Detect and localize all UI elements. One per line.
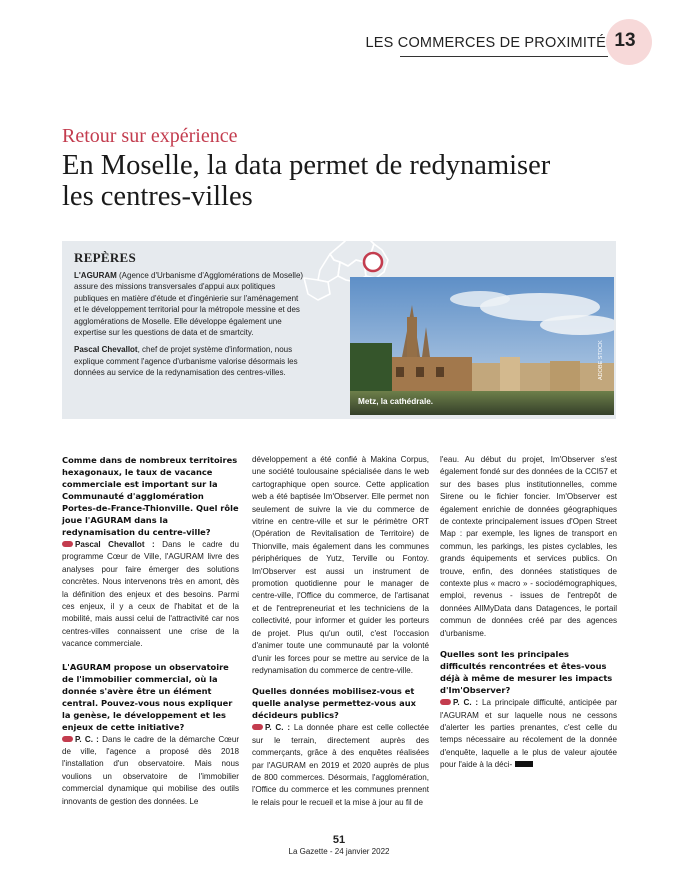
photo-credit: ADOBE STOCK xyxy=(598,340,604,380)
question-4: Quelles sont les principales difficultés rencontrées et êtes-vous déjà à même de mesurer les impacts d'Im'Observer? xyxy=(440,649,613,696)
answer-2-part-2: développement a été confié à Makina Corpus, une société toulousaine spécialisée dans le web cartographique open source. Cette application web a été baptisée Im'Observer. Elle permet non seulement de suivre la vie du commerce de vitrine en centre-ville et sur le périmètre ORT (Opération de Revitalisation de Territoire) de Thionville, mais également dans les communes périphériques de Yutz, Terville ou Fontoy. Im'Observer est aussi un instrument de promotion quotidienne pour le manager de centre-ville, l'Office du commerce, de l'artisanat et de l'entrepreneuriat et les techniciens de la collectivité, pour informer et guider les porteurs de projet. Plus qu'un outil, c'est l'occasion d'animer toute une communauté par la volonté d'unir les forces pour se mettre au service de la redynamisation du commerce de centre-ville. xyxy=(252,455,429,675)
reperes-paragraph-1 xyxy=(74,270,306,338)
article-column-2 xyxy=(252,454,429,809)
reperes-lead-2: Pascal Chevallot xyxy=(74,345,138,355)
speaker-marker xyxy=(440,699,451,705)
speaker-marker xyxy=(62,736,73,742)
answer-3-speaker: P. C. : xyxy=(265,723,291,733)
answer-4 xyxy=(440,697,617,771)
reperes-title: REPÈRES xyxy=(74,250,137,265)
answer-1 xyxy=(62,539,239,651)
moselle-location-marker xyxy=(364,253,382,271)
answer-1-text: Dans le cadre du programme Cœur de Ville, l'AGURAM livre des analyses pour faire émerger des solutions concrètes. Nous intervenons très en amont, dès la définition des enjeux et des besoins. Parmi ces enjeux, il y a ceux de l'habitat et de la mobilité, mais aussi celui de l'attractivité car nos centres-villes connaissent une crise de la vacance commerciale. xyxy=(62,540,239,649)
answer-3-part-2: l'eau. Au début du projet, Im'Observer s'est également fondé sur des données de la CCI57 et sur des bases plus institutionnelles, comme Sirene ou le fichier foncier. Im'Observer est également enrichie de données géographiques de contexte principalement issues d'Open Street Map : par exemple, les lignes de transport en commun, les parkings, les pistes cyclables, les grands équipements et services publics. On trouve, enfin, des données statistiques de contexte plus « macro » - sociodémographiques, emploi, revenus - issues de l'entrepôt de données AllMyData dans Datagences, le portail commun de données créé par des agences d'urbanisme. xyxy=(440,455,617,638)
photo-caption: Metz, la cathédrale. xyxy=(358,397,434,406)
answer-2-part-1 xyxy=(62,734,239,808)
reperes-body-1: (Agence d'Urbanisme d'Agglomérations de Moselle) assure des missions transversales d'appui aux politiques publiques en matière d'étude et d'ingénierie sur l'aménagement et le développement territorial pour la métropole messine et des agglomérations de Moselle. Elle développe également une expertise sur les questions de data et de smartcity. xyxy=(74,271,304,338)
answer-2-text: Dans le cadre de la démarche Cœur de ville, l'agence a proposé dès 2018 l'installation d'un observatoire. Mais nous voulions un observatoire de l'immobilier commercial dynamique qui mobilise des outils innovants de gestion des données. Le xyxy=(62,734,240,806)
question-1: Comme dans de nombreux territoires hexagonaux, le taux de vacance commerciale est important sur la Communauté d'agglomération Portes-de-France-Thionville. Quel rôle joue l'AGURAM dans la redynamisation du centre-ville? xyxy=(62,455,239,537)
question-3: Quelles données mobilisez-vous et quelle analyse permettez-vous aux décideurs publics? xyxy=(252,686,416,721)
speaker-marker xyxy=(252,724,263,730)
answer-2-speaker: P. C. : xyxy=(75,734,99,744)
footer-page-number: 51 xyxy=(332,834,346,846)
article-headline: En Moselle, la data permet de redynamiser les centres-villes xyxy=(62,150,551,212)
answer-4-speaker: P. C. : xyxy=(453,698,479,708)
footer-source: La Gazette - 24 janvier 2022 xyxy=(288,847,390,856)
reperes-paragraph-2 xyxy=(74,344,306,378)
reperes-lead-1: L'AGURAM xyxy=(74,271,117,280)
section-header xyxy=(365,33,608,57)
speaker-marker xyxy=(62,541,73,547)
article-kicker: Retour sur expérience xyxy=(62,125,238,147)
article-column-3 xyxy=(440,454,617,772)
question-2: L'AGURAM propose un observatoire de l'immobilier commercial, où la donnée s'avère être un élément central. Pouvez-vous nous expliquer la genèse, le développement et les enjeux de cette initiative? xyxy=(62,661,233,732)
section-title: LES COMMERCES DE PROXIMITÉ xyxy=(365,35,606,51)
answer-1-speaker: Pascal Chevallot : xyxy=(75,540,155,549)
answer-3 xyxy=(252,722,429,809)
continued-marker xyxy=(515,761,533,767)
reperes-body-2: , chef de projet système d'information, nous explique comment l'agence d'urbanisme valorise désormais les données au service de la redynamisation des centres-villes. xyxy=(74,345,298,378)
photo-illustration xyxy=(350,277,614,415)
page-number: 13 xyxy=(614,30,636,51)
metz-cathedral-photo xyxy=(350,277,614,415)
reperes-text xyxy=(74,270,306,379)
answer-4-text: La principale difficulté, anticipée par l'AGURAM et sur laquelle nous ne cessons d'alerter les parties prenantes, c'est celle du temps nécessaire au récolement de la donnée d'enquête, laquelle a le plus de valeur ajoutée pour l'aide à la déci- xyxy=(440,698,618,770)
article-column-1 xyxy=(62,454,239,808)
answer-3-text: La donnée phare est celle collectée sur le terrain, directement auprès des commerçants, grâce à des enquêtes réalisées par l'AGURAM en 2019 et 2020 auprès de plus de 800 commerces. Désormais, l'agglomération, l'Office du commerce et les communes prennent le relais pour le recueil et la mise à jour au fil de xyxy=(252,723,430,807)
